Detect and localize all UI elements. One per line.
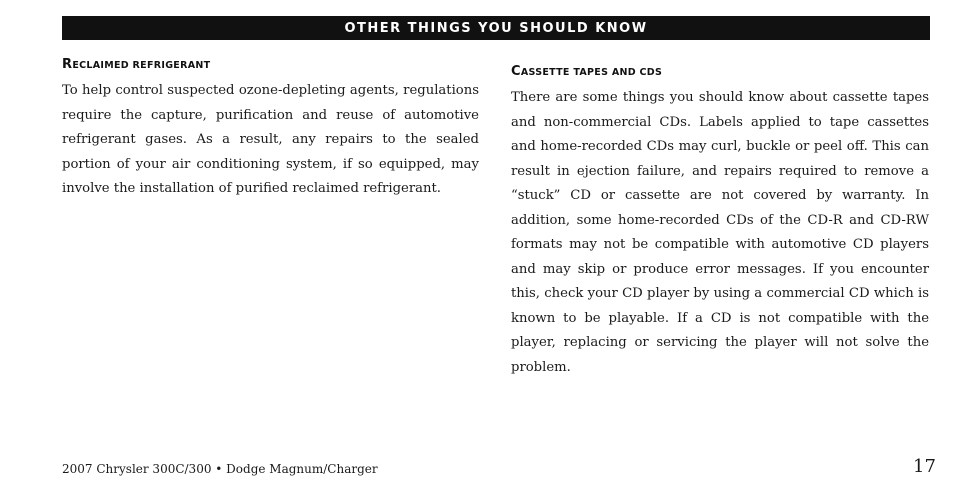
section-header-title: OTHER THINGS YOU SHOULD KNOW: [344, 20, 648, 36]
reclaimed-refrigerant-body: To help control suspected ozone-depleting agents, regulations require the capture, purification and reuse of automotive refrigerant gases. As a result, any repairs to the sealed portion of your air conditioning system, if so equipped, may involve the installation of purified reclaimed refrigerant.: [62, 83, 479, 196]
cassette-tapes-cds-heading: CASSETTE TAPES AND CDS: [511, 64, 663, 79]
section-header-bar: [62, 16, 930, 40]
footer-vehicle-models: 2007 Chrysler 300C/300 • Dodge Magnum/Charger: [62, 462, 378, 476]
page-number: 17: [913, 456, 936, 477]
left-column: [62, 58, 479, 202]
cassette-tapes-cds-body: There are some things you should know about cassette tapes and non-commercial CDs. Labels applied to tape cassettes and home-recorded CDs may curl, buckle or peel off. This can result in ejection failure, and repairs required to remove a “stuck” CD or cassette are not covered by warranty. In addition, some home-recorded CDs of the CD-R and CD-RW formats may not be compatible with automotive CD players and may skip or produce error messages. If you encounter this, check your CD player by using a commercial CD which is known to be playable. If a CD is not compatible with the player, replacing or servicing the player will not solve the problem.: [511, 90, 929, 375]
right-column: [511, 58, 929, 380]
reclaimed-refrigerant-heading: RECLAIMED REFRIGERANT: [62, 57, 211, 72]
